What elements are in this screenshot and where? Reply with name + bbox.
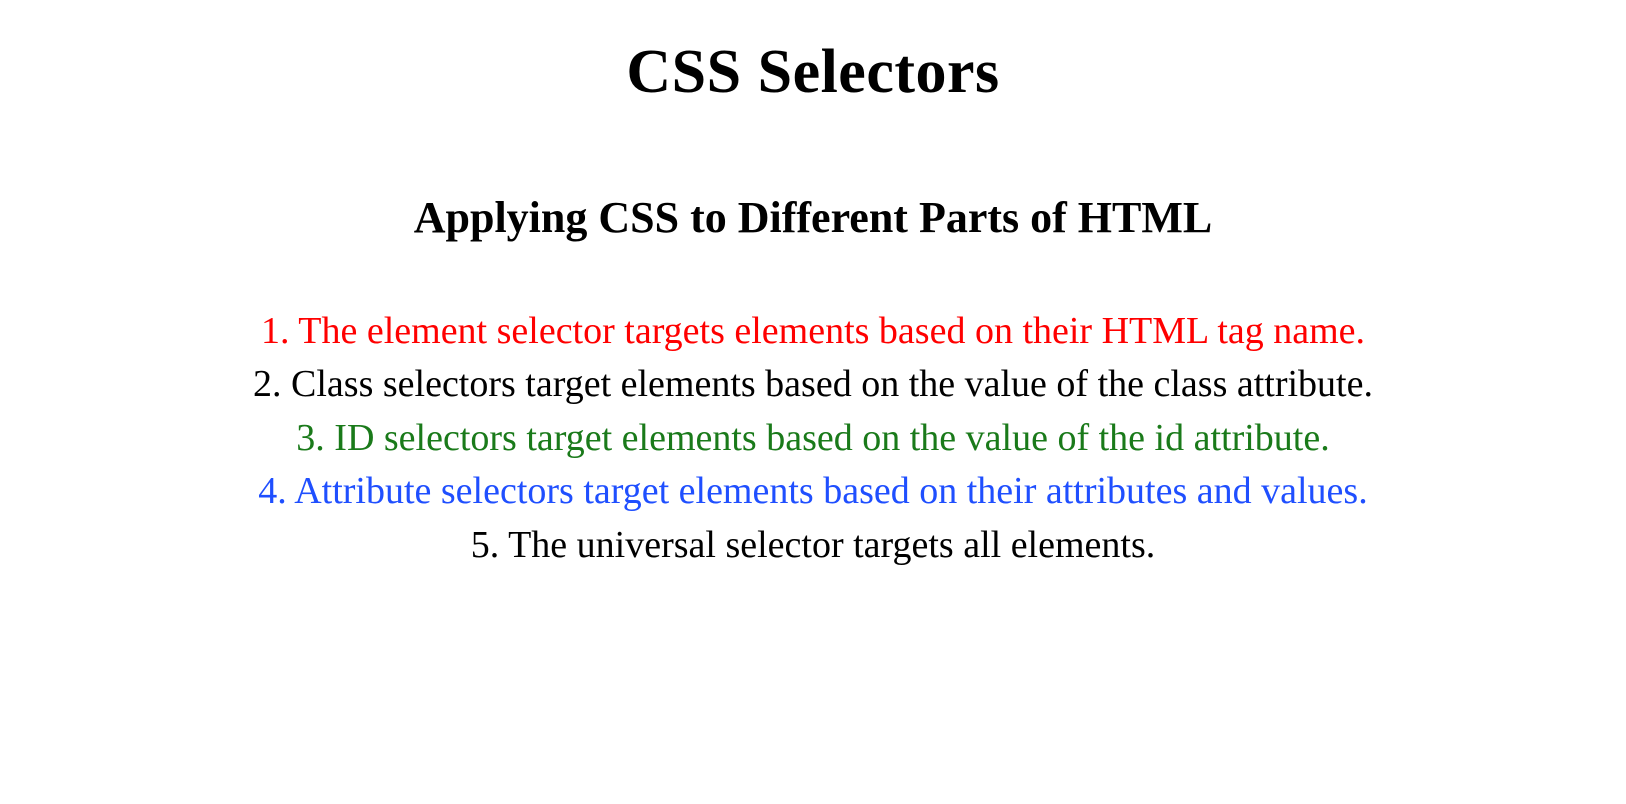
list-item-number: 3. bbox=[296, 416, 325, 459]
list-item-label: Attribute selectors target elements based on their attributes and values. bbox=[294, 470, 1368, 513]
list-item-number: 4. bbox=[258, 470, 287, 513]
list-item-number: 1. bbox=[260, 309, 290, 352]
list-item bbox=[0, 465, 1626, 519]
list-item-label: ID selectors target elements based on the value of the id attribute. bbox=[334, 416, 1330, 459]
page-subtitle: Applying CSS to Different Parts of HTML bbox=[413, 193, 1213, 243]
list-item-label: Class selectors target elements based on the value of the class attribute. bbox=[291, 363, 1373, 406]
list-item-number: 5. bbox=[470, 523, 500, 566]
list-item bbox=[0, 358, 1626, 412]
list-item-label: The element selector targets elements based on their HTML tag name. bbox=[298, 309, 1366, 352]
selector-list bbox=[0, 243, 1626, 573]
list-item-number: 2. bbox=[253, 363, 282, 406]
list-item bbox=[0, 412, 1626, 466]
list-item bbox=[0, 519, 1626, 573]
page-title: CSS Selectors bbox=[626, 38, 1000, 106]
list-item-label: The universal selector targets all elements. bbox=[508, 523, 1156, 566]
list-item bbox=[0, 305, 1626, 359]
